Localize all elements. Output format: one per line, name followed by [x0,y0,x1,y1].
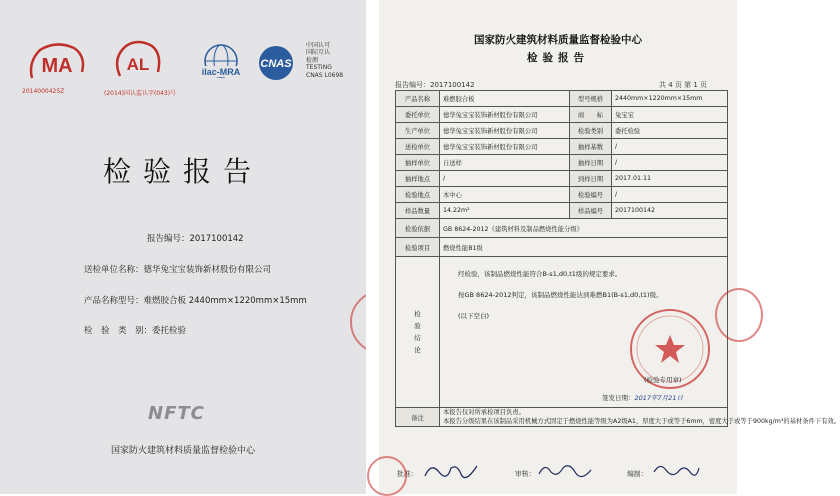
cover-organization: 国家防火建筑材料质量监督检验中心 [110,446,255,456]
conclusion-seal-note: (检验专用章) [644,376,682,384]
remarks-cell [440,408,840,427]
table-row [396,203,728,219]
cell-value: GB 8624-2012《建筑材料及制品燃烧性能分级》 [440,219,728,238]
cma-logo-text: MA [41,55,73,77]
cell-value: 2440mm×1220mm×15mm [612,91,728,107]
remarks-row [396,408,728,427]
cell-label: 抽样单位 [396,155,440,171]
conclusion-body [440,257,727,407]
cover-client [84,263,271,275]
cma-code: 2014000425Z [22,88,65,95]
cover-inspection-type [84,324,186,336]
report-body-page [379,0,840,494]
nftc-logo: NFTC [148,403,205,424]
ilac-mra-logo-icon [196,42,246,84]
conclusion-row [396,257,728,408]
cell-value: 自送样 [440,155,570,171]
issue-date-label: 签发日期： [602,394,635,402]
cal-logo-icon [112,40,162,82]
cell-label: 检验类别 [570,123,612,139]
table-row [396,107,728,123]
client-value: 德华兔宝宝装饰新材股份有限公司 [143,265,272,275]
cell-value: 2017.01.11 [612,171,728,187]
approve-label: 批准： [397,470,418,478]
cell-label: 产品名称 [396,91,440,107]
cell-label: 抽样地点 [396,171,440,187]
remarks-label: 备注 [396,408,440,427]
conclusion-line-1: 经检验，该制品燃烧性能符合B-s1,d0,t1级的规定要求。 [458,270,622,278]
conclusion-label-cell [396,257,440,408]
review-signature-icon [537,460,593,480]
page-info: 共 4 页 第 1 页 [659,81,708,89]
cnas-line: 国际互认 [306,49,331,57]
product-label: 产品名称型号： [84,296,144,306]
cell-label: 样品数量 [396,203,440,219]
table-row [396,219,728,238]
cma-logo-icon [26,42,88,82]
cell-value: / [440,171,570,187]
cell-label: 送检单位 [396,139,440,155]
report-table [395,90,840,427]
cnas-logo-icon [252,44,300,82]
report-number: 报告编号：2017100142 [395,81,475,89]
cell-label: 抽样基数 [570,139,612,155]
review-label: 审核： [515,470,536,478]
product-value: 难燃胶合板 2440mm×1220mm×15mm [143,296,307,306]
remarks-line-1: 本报告仅对所承检项目负责。 [443,409,525,416]
cnas-accreditation-text [306,42,343,79]
table-row [396,238,728,257]
cell-value: 难燃胶合板 [440,91,570,107]
cal-code: (2014)国认监认字(043)号 [104,90,177,97]
type-label: 检 验 类 别： [84,326,153,336]
cnas-line: CNAS L0698 [306,71,344,79]
cell-label: 到样日期 [570,171,612,187]
approve-signature-icon [421,458,481,482]
client-label: 送检单位名称： [84,265,144,275]
cell-label: 委托单位 [396,107,440,123]
cnas-line: 检测 [306,56,319,64]
cell-value: / [612,139,728,155]
cell-value: / [612,187,728,203]
cell-value: 本中心 [440,187,570,203]
cell-value: 德华兔宝宝装饰新材股份有限公司 [440,123,570,139]
cell-value: 2017100142 [612,203,728,219]
conclusion-cell [440,257,728,408]
cell-value: 委托检验 [612,123,728,139]
cell-label: 检验依据 [396,219,440,238]
issue-date [602,393,683,402]
table-row [396,155,728,171]
cell-label: 检验地点 [396,187,440,203]
type-value: 委托检验 [152,326,187,336]
cell-label: 检验项目 [396,238,440,257]
report-no-label: 报告编号： [147,234,190,244]
cell-value: 兔宝宝 [612,107,728,123]
table-row [396,123,728,139]
cover-report-number [147,232,244,244]
cell-value: 德华兔宝宝装饰新材股份有限公司 [440,107,570,123]
conclusion-line-2: 按GB 8624-2012判定，该制品燃烧性能达到难燃B1(B-s1,d0,t1)级。 [458,291,663,299]
cell-value: 14.22m² [440,203,570,219]
page-gap [366,0,379,494]
cell-label: 型号规格 [570,91,612,107]
red-seal-edge-icon [715,288,763,342]
table-row [396,91,728,107]
cell-value: / [612,155,728,171]
cell-label: 样品编号 [570,203,612,219]
cell-label: 抽样日期 [570,155,612,171]
report-org-title: 国家防火建筑材料质量监督检验中心 [474,34,642,46]
red-seal-fragment-icon [367,456,407,496]
issue-date-value: 2017年7月21日 [634,394,683,402]
cover-title: 检验报告 [102,155,263,188]
cell-label: 商 标 [570,107,612,123]
table-row [396,139,728,155]
ilac-logo-text: ilac-MRA [201,67,241,77]
cell-value: 德华兔宝宝装饰新材股份有限公司 [440,139,570,155]
cover-product [84,294,307,306]
table-row [396,171,728,187]
prepare-label: 编制： [627,470,648,478]
table-row [396,187,728,203]
report-no-value: 2017100142 [189,234,244,244]
report-cover-page [0,0,366,494]
cell-value: 燃烧性能B1级 [440,238,728,257]
cell-label: 检验编号 [570,187,612,203]
prepare-signature-icon [651,460,701,480]
report-subtitle: 检验报告 [527,52,589,64]
cnas-logo-text: CNAS [260,58,292,70]
conclusion-line-3: (以下空白) [458,312,490,320]
cnas-line: 中国认可 [306,42,331,49]
remarks-line-2: 本报告分级结果在该制品采用机械方式固定于燃烧性能等级为A2级A1，厚度大于或等于6mm，密度大于或等于900kg/m³的基材条件下有效。 [443,418,840,425]
cal-logo-text: AL [126,55,150,74]
cell-label: 生产单位 [396,123,440,139]
conclusion-label: 检验结论 [414,310,421,354]
cnas-line: TESTING [306,64,332,72]
